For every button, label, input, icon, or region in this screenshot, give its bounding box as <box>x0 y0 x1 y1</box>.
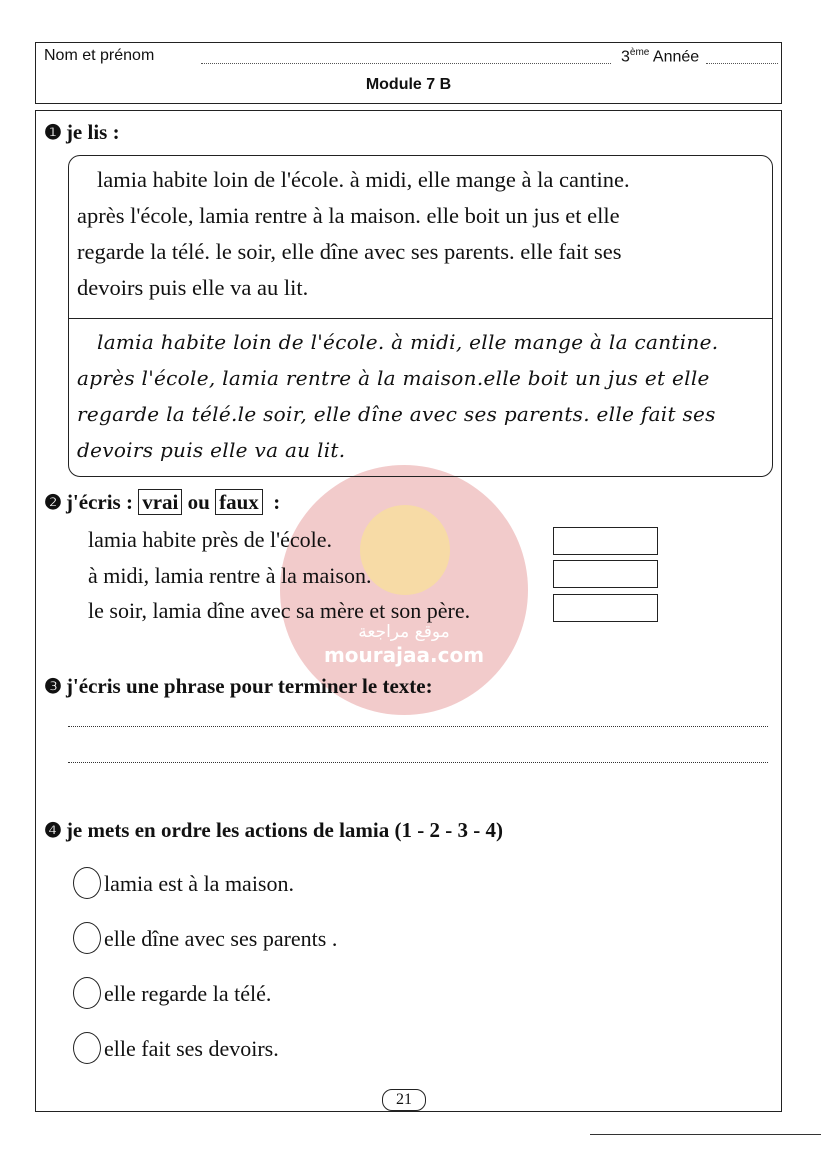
action-2: elle dîne avec ses parents . <box>104 926 338 951</box>
statement-1: lamia habite près de l'école. <box>88 527 333 552</box>
order-circle-1[interactable] <box>73 867 101 899</box>
name-label: Nom et prénom <box>44 47 155 64</box>
action-1: lamia est à la maison. <box>104 871 294 896</box>
section2-heading: ❷ j'écris : vrai ou faux : <box>44 490 281 514</box>
section1-heading: ❶ je lis : <box>44 120 120 144</box>
divider <box>69 318 772 319</box>
action-4: elle fait ses devoirs. <box>104 1036 279 1061</box>
page-number: 21 <box>382 1089 426 1111</box>
section3-heading: ❸ j'écris une phrase pour terminer le texte: <box>44 674 433 698</box>
order-circle-2[interactable] <box>73 922 101 954</box>
cursive-text: lamia habite loin de l'école. à midi, elle mange à la cantine. après l'école, lamia rentre à la maison.elle boit un jus et elle regarde la télé.le soir, elle dîne avec ses parents. elle fait ses devoirs puis elle va au lit. <box>77 330 719 462</box>
action-3: elle regarde la télé. <box>104 981 272 1006</box>
grade-label: 3ème Année <box>621 47 700 66</box>
scan-edge-line <box>590 1134 821 1135</box>
grade-dotted-line <box>706 63 778 64</box>
order-circle-4[interactable] <box>73 1032 101 1064</box>
answer-box-3[interactable] <box>553 594 658 622</box>
section4-heading: ❹ je mets en ordre les actions de lamia (1 - 2 - 3 - 4) <box>44 818 503 842</box>
answer-box-1[interactable] <box>553 527 658 555</box>
watermark-url: mourajaa.com <box>323 643 485 667</box>
printed-text: lamia habite loin de l'école. à midi, elle mange à la cantine. après l'école, lamia rentre à la maison. elle boit un jus et elle regarde la télé. le soir, elle dîne avec ses parents. elle fait ses devoirs puis elle va au lit. <box>77 167 630 300</box>
answer-box-2[interactable] <box>553 560 658 588</box>
statement-2: à midi, lamia rentre à la maison. <box>88 563 372 588</box>
statement-3: le soir, lamia dîne avec sa mère et son père. <box>88 598 471 623</box>
name-dotted-line <box>201 63 611 64</box>
order-circle-3[interactable] <box>73 977 101 1009</box>
writing-line-2[interactable] <box>68 762 768 763</box>
reading-text-box <box>68 155 773 477</box>
module-title: Module 7 B <box>365 76 452 93</box>
writing-line-1[interactable] <box>68 726 768 727</box>
watermark-arabic: موقع مراجعة <box>358 622 450 642</box>
header-box <box>35 42 782 104</box>
